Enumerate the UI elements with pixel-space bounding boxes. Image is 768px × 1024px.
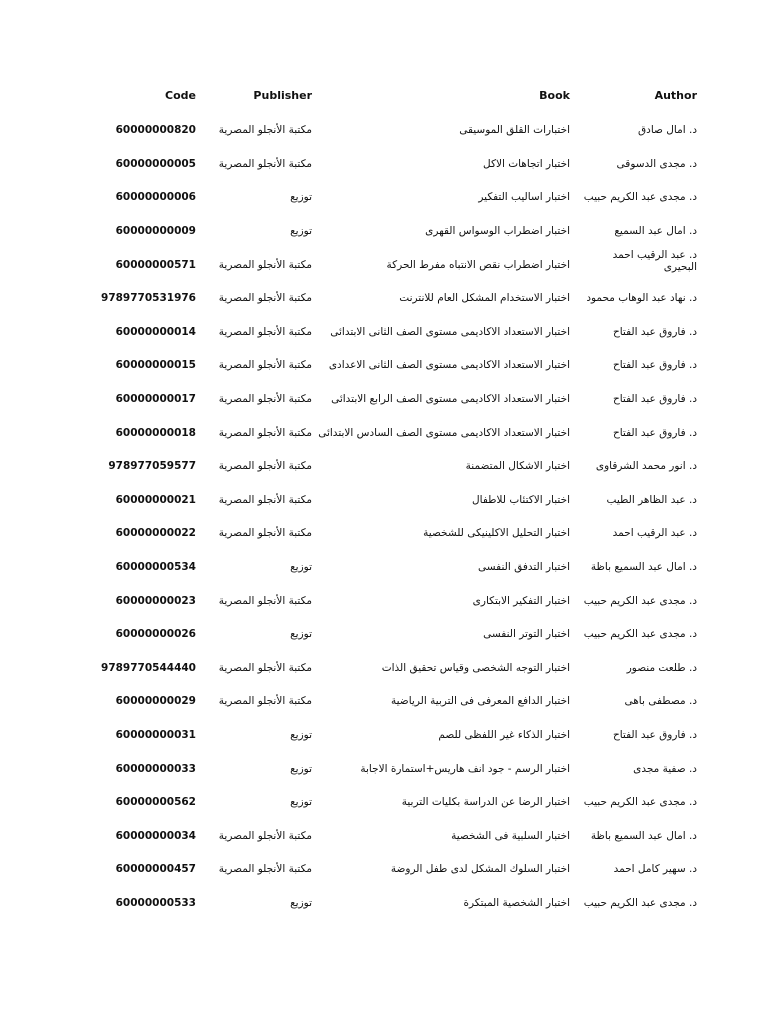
book-cell: اختبار الاستخدام المشكل العام للانترنت — [399, 292, 570, 304]
author-cell: د. عبد الظاهر الطيب — [606, 494, 697, 506]
publisher-cell: مكتبة الأنجلو المصرية — [218, 393, 312, 405]
book-cell: اختبار الاستعداد الاكاديمى مستوى الصف الثانى الابتدائى — [330, 326, 570, 338]
table-row — [0, 322, 768, 342]
table-row — [0, 249, 768, 275]
code-cell: 60000000006 — [115, 191, 196, 203]
code-cell: 60000000017 — [115, 393, 196, 405]
table-row — [0, 154, 768, 174]
author-cell: د. مجدى عبد الكريم حبيب — [583, 595, 697, 607]
author-cell: د. امال عبد السميع — [614, 225, 697, 237]
table-row — [0, 523, 768, 543]
table-row — [0, 389, 768, 409]
author-cell: د. امال عبد السميع باظة — [590, 561, 697, 573]
publisher-cell: توزيع — [290, 561, 312, 573]
book-cell: اختبار الاستعداد الاكاديمى مستوى الصف الرابع الابتدائى — [331, 393, 570, 405]
publisher-cell: توزيع — [290, 897, 312, 909]
book-cell: اختبار اضطراب نقص الانتباه مفرط الحركة — [386, 259, 570, 271]
author-cell: د. مصطفى باهى — [624, 695, 697, 707]
table-row — [0, 557, 768, 577]
publisher-cell: مكتبة الأنجلو المصرية — [218, 460, 312, 472]
code-cell: 60000000026 — [115, 628, 196, 640]
publisher-cell: مكتبة الأنجلو المصرية — [218, 662, 312, 674]
table-row — [0, 591, 768, 611]
table-row — [0, 691, 768, 711]
table-row — [0, 658, 768, 678]
publisher-cell: توزيع — [290, 191, 312, 203]
table-row — [0, 355, 768, 375]
code-cell: 978977059577 — [108, 460, 196, 472]
code-cell: 60000000031 — [115, 729, 196, 741]
author-cell: د. سهير كامل احمد — [613, 863, 697, 875]
publisher-cell: مكتبة الأنجلو المصرية — [218, 494, 312, 506]
publisher-cell: مكتبة الأنجلو المصرية — [218, 292, 312, 304]
table-row — [0, 120, 768, 140]
book-cell: اختبار الاشكال المتضمنة — [465, 460, 570, 472]
author-cell: د. نهاد عبد الوهاب محمود — [586, 292, 697, 304]
code-cell: 60000000562 — [115, 796, 196, 808]
author-cell: د. عبد الرقيب احمد البحيرى — [612, 249, 697, 273]
author-cell: د. فاروق عبد الفتاح — [612, 729, 697, 741]
book-cell: اختبار الدافع المعرفى فى التربية الرياضية — [391, 695, 570, 707]
publisher-cell: توزيع — [290, 729, 312, 741]
author-cell: د. مجدى عبد الكريم حبيب — [583, 191, 697, 203]
author-cell: د. فاروق عبد الفتاح — [612, 427, 697, 439]
book-cell: اختبار الرسم - جود انف هاريس+استمارة الاجابة — [360, 763, 570, 775]
book-cell: اختبار السلوك المشكل لدى طفل الروضة — [390, 863, 570, 875]
publisher-cell: مكتبة الأنجلو المصرية — [218, 695, 312, 707]
book-cell: اختبار الذكاء غير اللفظى للصم — [438, 729, 570, 741]
code-cell: 60000000018 — [115, 427, 196, 439]
code-cell: 60000000021 — [115, 494, 196, 506]
code-cell: 60000000015 — [115, 359, 196, 371]
author-cell: د. انور محمد الشرقاوى — [595, 460, 697, 472]
publisher-cell: مكتبة الأنجلو المصرية — [218, 124, 312, 136]
header-publisher: Publisher — [253, 89, 312, 102]
code-cell: 60000000023 — [115, 595, 196, 607]
author-cell: د. فاروق عبد الفتاح — [612, 393, 697, 405]
author-cell: د. مجدى عبد الكريم حبيب — [583, 628, 697, 640]
table-row — [0, 725, 768, 745]
code-cell: 9789770544440 — [101, 662, 196, 674]
book-cell: اختبار اتجاهات الاكل — [483, 158, 570, 170]
publisher-cell: توزيع — [290, 796, 312, 808]
table-row — [0, 893, 768, 913]
author-cell: د. مجدى عبد الكريم حبيب — [583, 897, 697, 909]
book-cell: اختبار التوجه الشخصى وقياس تحقيق الذات — [381, 662, 570, 674]
author-cell: د. امال صادق — [638, 124, 697, 136]
book-cell: اختبار التحليل الاكلينيكى للشخصية — [423, 527, 570, 539]
book-cell: اختبار الاكتئاب للاطفال — [472, 494, 570, 506]
code-cell: 60000000029 — [115, 695, 196, 707]
publisher-cell: مكتبة الأنجلو المصرية — [218, 326, 312, 338]
code-cell: 9789770531976 — [101, 292, 196, 304]
book-cell: اختبار اساليب التفكير — [478, 191, 570, 203]
book-cell: اختبار الشخصية المبتكرة — [463, 897, 570, 909]
author-cell: د. فاروق عبد الفتاح — [612, 326, 697, 338]
code-cell: 60000000571 — [115, 259, 196, 271]
code-cell: 60000000033 — [115, 763, 196, 775]
author-cell: د. عبد الرقيب احمد — [612, 527, 697, 539]
header-author: Author — [654, 89, 697, 102]
author-cell: د. امال عبد السميع باظة — [590, 830, 697, 842]
code-cell: 60000000009 — [115, 225, 196, 237]
publisher-cell: مكتبة الأنجلو المصرية — [218, 427, 312, 439]
code-cell: 60000000534 — [115, 561, 196, 573]
publisher-cell: مكتبة الأنجلو المصرية — [218, 595, 312, 607]
book-cell: اختبار التدفق النفسى — [478, 561, 570, 573]
publisher-cell: توزيع — [290, 628, 312, 640]
book-cell: اختبارات القلق الموسيقى — [459, 124, 570, 136]
book-cell: اختبار التوتر النفسى — [483, 628, 570, 640]
code-cell: 60000000034 — [115, 830, 196, 842]
table-row — [0, 221, 768, 241]
code-cell: 60000000005 — [115, 158, 196, 170]
table-row — [0, 456, 768, 476]
book-cell: اختبار الاستعداد الاكاديمى مستوى الصف الثانى الاعدادى — [328, 359, 570, 371]
table-row — [0, 490, 768, 510]
author-cell: د. مجدى الدسوقى — [616, 158, 697, 170]
author-cell: د. صفية مجدى — [633, 763, 697, 775]
book-cell: اختبار الرضا عن الدراسة بكليات التربية — [401, 796, 570, 808]
code-cell: 60000000533 — [115, 897, 196, 909]
table-row — [0, 187, 768, 207]
book-cell: اختبار الاستعداد الاكاديمى مستوى الصف السادس الابتدائى — [318, 427, 570, 439]
header-book: Book — [539, 89, 570, 102]
book-cell: اختبار السلبية فى الشخصية — [451, 830, 570, 842]
book-cell: اختبار اضطراب الوسواس القهرى — [425, 225, 570, 237]
code-cell: 60000000022 — [115, 527, 196, 539]
publisher-cell: مكتبة الأنجلو المصرية — [218, 359, 312, 371]
book-cell: اختبار التفكير الابتكارى — [472, 595, 570, 607]
publisher-cell: مكتبة الأنجلو المصرية — [218, 863, 312, 875]
table-row — [0, 792, 768, 812]
publisher-cell: مكتبة الأنجلو المصرية — [218, 259, 312, 271]
table-row — [0, 288, 768, 308]
table-row — [0, 826, 768, 846]
code-cell: 60000000014 — [115, 326, 196, 338]
publisher-cell: مكتبة الأنجلو المصرية — [218, 158, 312, 170]
header-code: Code — [165, 89, 196, 102]
publisher-cell: توزيع — [290, 763, 312, 775]
publisher-cell: توزيع — [290, 225, 312, 237]
table-header — [0, 86, 768, 106]
author-cell: د. طلعت منصور — [626, 662, 697, 674]
author-cell: د. فاروق عبد الفتاح — [612, 359, 697, 371]
author-cell: د. مجدى عبد الكريم حبيب — [583, 796, 697, 808]
code-cell: 60000000820 — [115, 124, 196, 136]
publisher-cell: مكتبة الأنجلو المصرية — [218, 830, 312, 842]
code-cell: 60000000457 — [115, 863, 196, 875]
table-row — [0, 859, 768, 879]
table-row — [0, 423, 768, 443]
table-row — [0, 624, 768, 644]
table-row — [0, 759, 768, 779]
publisher-cell: مكتبة الأنجلو المصرية — [218, 527, 312, 539]
